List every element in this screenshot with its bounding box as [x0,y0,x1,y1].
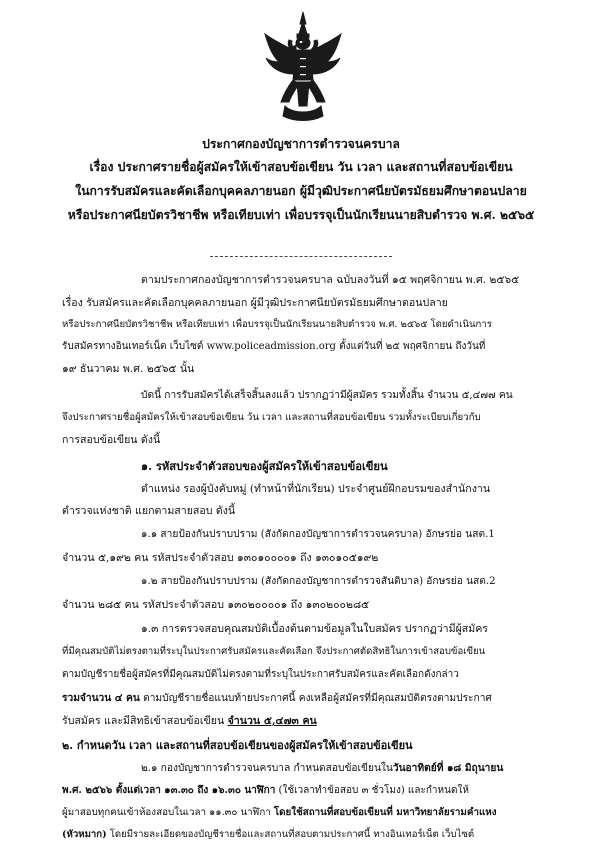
intro-line-1: ตามประกาศกองบัญชาการตำรวจนครบาล ฉบับลงวันที่ ๑๕ พฤศจิกายน พ.ศ. ๒๕๖๕ [141,274,520,286]
para2-line-1: บัดนี้ การรับสมัครได้เสร็จสิ้นลงแล้ว ปรากฏว่ามีผู้สมัคร รวมทั้งสิ้น จำนวน ๕,๔๗๗ คน [141,390,513,401]
item-1-1-line-1: ๑.๑ สายป้องกันปราบปราม (สังกัดกองบัญชาการตำรวจนครบาล) อักษรย่อ นสต.1 [141,529,495,540]
intro-line-4: รับสมัครทางอินเทอร์เน็ต เว็บไซต์ www.policeadmission.org ตั้งแต่วันที่ ๒๕ พฤศจิกายน ถึงวันที่ [62,341,486,352]
item-1-3-line-2: ที่มีคุณสมบัติไม่ตรงตามที่ระบุในประกาศรับสมัครและคัดเลือก จึงประกาศตัดสิทธิในการเข้าสอบข้อเขียน [62,646,486,657]
item-1-3-line-5-pre: รับสมัคร และมีสิทธิเข้าสอบข้อเขียน [62,715,228,727]
header-separator [210,256,392,257]
section1-heading: ๑. รหัสประจำตัวสอบของผู้สมัครให้เข้าสอบข้อเขียน [141,459,388,473]
para2-line-3: การสอบข้อเขียน ดังนี้ [62,434,161,446]
section2-heading: ๒. กำหนดวัน เวลา และสถานที่สอบข้อเขียนของผู้สมัครให้เข้าสอบข้อเขียน [62,739,413,752]
item-1-2-line-2: จำนวน ๒๘๕ คน รหัสประจำตัวสอบ ๑๓๐๒๐๐๐๐๑ ถึง ๑๓๐๒๐๐๒๘๕ [62,599,370,611]
item-2-1-line-4 [62,828,474,842]
item-1-2-line-1: ๑.๒ สายป้องกันปราบปราม (สังกัดกองบัญชาการตำรวจสันติบาล) อักษรย่อ นสต.2 [141,576,496,587]
item-2-1-line-3-pre: ผู้มาสอบทุกคนเข้าห้องสอบในเวลา ๑๑.๓๐ นาฬิกา [62,807,274,818]
exam-venue: โดยใช้สถานที่สอบข้อเขียนที่ มหาวิทยาลัยรามคำแหง [273,807,497,818]
intro-line-5: ๑๙ ธันวาคม พ.ศ. ๒๕๖๕ นั้น [62,363,195,375]
item-1-3-line-4-rest: ตามบัญชีรายชื่อแนบท้ายประกาศนี้ คงเหลือผู้สมัครที่มีคุณสมบัติตรงตามประกาศ [139,693,492,704]
item-2-1-line-2-rest: (ใช้เวลาทำข้อสอบ ๓ ชั่วโมง) และกำหนดให้ [275,785,469,796]
exam-date: วันอาทิตย์ที่ ๑๘ มิถุนายน [392,762,504,774]
item-2-1-line-3 [62,806,497,820]
item-1-3-line-5 [62,714,317,728]
item-1-3-line-3: ตามบัญชีรายชื่อผู้สมัครที่มีคุณสมบัติไม่ตรงตามที่ระบุในประกาศรับสมัครและคัดเลือกดังกล่าว [62,669,459,680]
item-1-3-line-1: ๑.๓ การตรวจสอบคุณสมบัติเบื้องต้นตามข้อมูลในใบสมัคร ปรากฏว่ามีผู้สมัคร [141,623,489,635]
item-2-1-line-2 [62,784,469,798]
item-1-3-line-4 [62,691,492,706]
garuda-emblem-icon [263,10,343,122]
subject-line-1: เรื่อง ประกาศรายชื่อผู้สมัครให้เข้าสอบข้อเขียน วัน เวลา และสถานที่สอบข้อเขียน [89,160,513,174]
announcement-title: ประกาศกองบัญชาการตำรวจนครบาล [202,137,400,151]
item-2-1-line-1-pre: ๒.๑ กองบัญชาการตำรวจนครบาล กำหนดสอบข้อเขียนใน [141,763,393,774]
eligible-count: จำนวน ๕,๔๗๓ คน [227,715,317,727]
intro-line-2: เรื่อง รับสมัครและคัดเลือกบุคคลภายนอก ผู้มีวุฒิประกาศนียบัตรมัธยมศึกษาตอนปลาย [62,297,448,309]
exam-time: พ.ศ. ๒๕๖๖ ตั้งแต่เวลา ๑๓.๓๐ ถึง ๑๖.๓๐ นาฬิกา [62,785,276,796]
item-2-1-line-4-rest: โดยมีรายละเอียดของบัญชีรายชื่อและสถานที่สอบตามประกาศนี้ ทางอินเทอร์เน็ต เว็บไซต์ [106,829,475,840]
section1-para-2: ตำรวจแห่งชาติ แยกตามสายสอบ ดังนี้ [62,505,236,517]
excluded-count: รวมจำนวน ๔ คน [62,692,140,704]
item-1-1-line-2: จำนวน ๕,๑๙๒ คน รหัสประจำตัวสอบ ๑๓๐๑๐๐๐๐๑ ถึง ๑๓๐๑๐๕๑๙๒ [62,552,379,564]
para2-line-2: จึงประกาศรายชื่อผู้สมัครให้เข้าสอบข้อเขียน วัน เวลา และสถานที่สอบข้อเขียน รวมทั้งระเบียบเกี่ยวกับ [62,412,481,423]
item-2-1-line-1 [141,761,503,776]
exam-venue-campus: (หัวหมาก) [62,829,107,840]
section1-para-1: ตำแหน่ง รองผู้บังคับหมู่ (ทำหน้าที่นักเรียน) ประจำศูนย์ฝึกอบรมของสำนักงาน [141,483,491,495]
intro-line-3: หรือประกาศนียบัตรวิชาชีพ หรือเทียบเท่า เพื่อบรรจุเป็นนักเรียนนายสิบตำรวจ พ.ศ. ๒๕๖๕ โดยดำเนินการ [62,319,492,330]
subject-line-2: ในการรับสมัครและคัดเลือกบุคคลภายนอก ผู้มีวุฒิประกาศนียบัตรมัธยมศึกษาตอนปลาย [75,184,527,198]
subject-line-3: หรือประกาศนียบัตรวิชาชีพ หรือเทียบเท่า เพื่อบรรจุเป็นนักเรียนนายสิบตำรวจ พ.ศ. ๒๕๖๕ [67,208,535,222]
